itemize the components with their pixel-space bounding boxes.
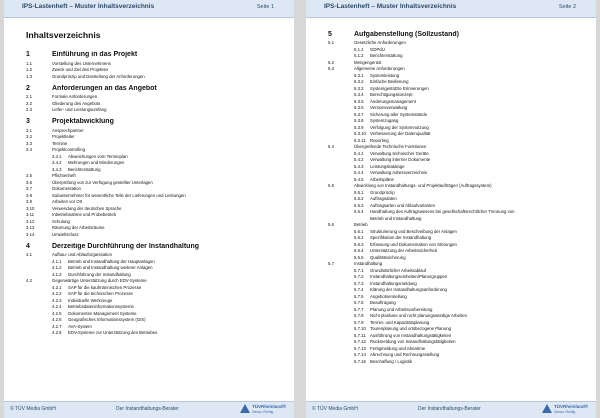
- tuv-logo: TÜVRheinland® Genau. Richtig.: [542, 403, 590, 417]
- page-number: Seite 1: [256, 4, 274, 10]
- toc-number: 4.2.8: [52, 330, 62, 335]
- toc-text: Überprüfung von zur Verfügung gestellter Unterlagen: [52, 179, 153, 185]
- toc-text: Unterstützung der Arbeitssicherheit: [370, 248, 437, 253]
- toc-number: 3.5: [26, 173, 32, 178]
- toc-text: Räumung der Arbeitsräume: [52, 225, 105, 230]
- toc-text: Berichterstattung: [370, 53, 403, 58]
- toc-number: 5.7.8: [354, 313, 364, 318]
- page-number: Seite 2: [558, 4, 576, 10]
- toc-text: Liefer- und Leistungsumfang: [52, 107, 107, 112]
- toc-text: Verwendung der deutschen Sprache: [52, 205, 122, 211]
- toc-number: 5.1.1: [354, 46, 364, 52]
- toc-text: Beschaffung / Logistik: [370, 358, 412, 364]
- toc-text: Aufbau- und Ablauforganisation: [52, 252, 112, 257]
- toc-text: Inbetriebnahme und Probebetrieb: [52, 212, 117, 217]
- toc-number: 5.2: [328, 59, 334, 65]
- toc-text: Ausführung von Instandhaltungstätigkeiten: [370, 332, 452, 338]
- toc-text: Formale Anforderungen: [52, 94, 98, 99]
- toc-number: 5.7.3: [354, 280, 364, 286]
- toc-text: AVA-System: [68, 323, 92, 329]
- header-title: IPS-Lastenheft – Muster Inhaltsverzeichnis: [324, 3, 457, 10]
- toc-number: 5.7.2: [354, 274, 364, 279]
- toc-text: Durchführung der Instandhaltung: [68, 271, 131, 277]
- toc-text: Reporting: [370, 137, 389, 143]
- toc-number: 5.3.11: [354, 137, 366, 143]
- toc-number: 2.3: [26, 107, 32, 112]
- toc-number: 1: [26, 51, 30, 58]
- toc-text: Arbeitspläne: [370, 176, 394, 182]
- toc-number: 5.5.3: [354, 202, 364, 208]
- toc-number: 5.7.7: [354, 306, 364, 312]
- toc-number: 5.3.10: [354, 131, 366, 136]
- toc-text: Schulung: [52, 218, 70, 224]
- toc-number: 3.2: [26, 134, 32, 139]
- toc-number: 5.7.9: [354, 319, 364, 325]
- toc-number: 3.3: [26, 140, 32, 146]
- toc-number: 5.7.13: [354, 345, 366, 351]
- toc-number: 5.5.1: [354, 189, 364, 195]
- toc-text: Gesetzliche Anforderungen: [354, 40, 406, 45]
- toc-number: 4.1.2: [52, 265, 62, 270]
- toc-number: 5.4.3: [354, 163, 364, 169]
- toc-number: 5.4: [328, 144, 334, 149]
- toc-number: 5.7: [328, 261, 334, 266]
- toc-text: Berechtigungskonzept: [370, 92, 413, 97]
- toc-number: 5.3.6: [354, 105, 364, 110]
- toc-text: Termine: [52, 140, 68, 146]
- toc-number: 3.4.1: [52, 153, 62, 159]
- toc-number: 2.1: [26, 94, 32, 99]
- toc-text: Strukturierung und Beschreibung der Anlagen: [370, 228, 457, 234]
- footer-copyright: © TÜV Media GmbH: [312, 406, 358, 412]
- toc-number: 5.4.2: [354, 157, 364, 162]
- toc-number: 3.14: [26, 231, 35, 237]
- toc-text: GDPdU: [370, 46, 385, 52]
- tuv-logo: TÜVRheinland® Genau. Richtig.: [240, 403, 288, 417]
- tuv-triangle-icon: [240, 404, 250, 413]
- toc-number: 1.1: [26, 60, 32, 66]
- footer-copyright: © TÜV Media GmbH: [10, 406, 56, 412]
- toc-text: Instandhaltungseinheiten/Planergruppen: [370, 274, 448, 279]
- toc-text: Dokumenten Management Systeme: [68, 310, 137, 316]
- toc-number: 3.6: [26, 179, 32, 185]
- toc-text: Auftragsdaten: [370, 196, 397, 201]
- toc-number: 5.1.2: [354, 53, 364, 58]
- header-title: IPS-Lastenheft – Muster Inhaltsverzeichnis: [22, 3, 155, 10]
- toc-text: Sicherung aller Systemstände: [370, 111, 428, 117]
- toc-number: 5.4.4: [354, 170, 364, 175]
- toc-entry: [26, 107, 282, 114]
- toc-text: Systemzugang: [370, 118, 399, 123]
- toc-text: Planung und Arbeitsvorbereitung: [370, 306, 433, 312]
- toc-text: Anforderungen an das Angebot: [52, 84, 157, 92]
- toc-number: 4.2: [26, 278, 32, 283]
- toc-text: Betrieb und Instandhaltung der Hauptanlagen: [68, 258, 155, 264]
- toc-text: Einführung in das Projekt: [52, 51, 138, 58]
- toc-text: Betrieb und Instandhaltung weiterer Anlagen: [68, 265, 153, 270]
- toc-text: Qualitätssicherung: [370, 254, 406, 260]
- toc-text: Mehrungen und Minderungen: [68, 160, 125, 165]
- toc-text: Nicht planbare und nicht planungswürdige Arbeiten: [370, 313, 467, 318]
- toc-chapter: [26, 118, 282, 128]
- toc-text: Betrieb und Instandhaltung: [370, 215, 422, 221]
- toc-number: 5.6.5: [354, 254, 364, 260]
- toc-text: Derzeitige Durchführung der Instandhaltung: [52, 242, 200, 250]
- toc-number: 4.1.3: [52, 271, 62, 277]
- toc-text: Spezifikation der Instandhaltung: [370, 235, 432, 240]
- toc-number: 5.7.12: [354, 339, 366, 344]
- toc-number: 1.2: [26, 67, 32, 72]
- toc-number: 4.2.2: [52, 291, 62, 296]
- toc-text: Instandhaltungsmeldung: [370, 280, 417, 286]
- toc-text: Projektcontrolling: [52, 147, 85, 152]
- toc-text: Abwicklung von Instandhaltungs- und Projektaufträgen (Auftragssystem): [354, 183, 492, 188]
- toc-text: Verbesserung der Datenqualität: [370, 131, 431, 136]
- toc-body: [328, 26, 584, 365]
- toc-chapter: [26, 51, 282, 61]
- footer-title: Der Instandhaltungs-Berater: [418, 406, 481, 412]
- toc-text: Aufgabenstellung (Sollzustand): [354, 30, 459, 38]
- toc-number: 5.6: [328, 222, 334, 227]
- toc-text: Dokumentation: [52, 186, 81, 191]
- toc-number: 5.7.10: [354, 326, 366, 331]
- page-footer: [306, 401, 596, 418]
- toc-text: Erfassung und Dokumentation von Störungen: [370, 241, 457, 247]
- toc-text: Abrechnung und Rechnungsstellung: [370, 352, 440, 357]
- toc-number: 5.6.3: [354, 241, 364, 247]
- toc-number: 4.2.5: [52, 310, 62, 316]
- toc-number: 5.5: [328, 183, 334, 188]
- toc-number: 3.7: [26, 186, 32, 191]
- toc-number: 3.4.3: [52, 166, 62, 172]
- toc-number: 5.3.3: [354, 85, 364, 91]
- toc-text: SAP für die technischen Prozesse: [68, 291, 133, 296]
- toc-text: Verwaltung technischer Geräte: [370, 150, 429, 156]
- toc-entry: [26, 330, 282, 337]
- toc-list: [26, 51, 282, 337]
- toc-number: 5.4.1: [354, 150, 364, 156]
- toc-text: Verwaltung Adressverzeichnis: [370, 170, 428, 175]
- toc-entry: [328, 359, 584, 366]
- toc-number: 5.3.5: [354, 98, 364, 104]
- toc-text: EDV-Systeme zur Unterstützung des Betriebes: [68, 330, 158, 335]
- toc-number: 3.10: [26, 205, 35, 211]
- toc-number: 5.5.4: [354, 209, 364, 214]
- toc-text: Projektleiter: [52, 134, 75, 139]
- toc-text: Grundprinzip und Darstellung der Anforderungen: [52, 73, 145, 79]
- toc-number: 3: [26, 118, 30, 125]
- toc-text: Verfolgung der Systemnutzung: [370, 124, 429, 130]
- toc-number: 4.2.6: [52, 317, 62, 322]
- toc-text: Instandhaltung: [354, 261, 383, 266]
- toc-number: 4: [26, 242, 30, 250]
- toc-text: Fertigmeldung und Abnahme: [370, 345, 426, 351]
- toc-text: SAP für die kaufmännischen Prozesse: [68, 284, 142, 290]
- toc-number: 5.7.1: [354, 267, 364, 273]
- toc-text: Beauftragung: [370, 300, 396, 305]
- toc-text: Geografisches Informationssystem (GIS): [68, 317, 146, 322]
- toc-text: Betrieb: [354, 222, 368, 227]
- toc-number: 2.2: [26, 100, 32, 106]
- toc-body: [26, 30, 282, 337]
- toc-number: 5.7.4: [354, 287, 364, 292]
- toc-text: Zweck und Ziel des Projektes: [52, 67, 109, 72]
- toc-number: 5.1: [328, 40, 334, 45]
- toc-text: Tourenplanung und ortsbezogene Planung: [370, 326, 451, 331]
- toc-text: Grundprinzip: [370, 189, 395, 195]
- toc-text: Individuelle Werkzeuge: [68, 297, 113, 303]
- toc-number: 5.3.1: [354, 72, 364, 78]
- toc-text: Übergreifende Technische Funktionen: [354, 144, 427, 149]
- toc-text: Abweichungen vom Terminplan: [68, 153, 128, 159]
- toc-text: Vorstellung des Unternehmens: [52, 60, 111, 66]
- page-header: [306, 0, 596, 18]
- toc-title: Inhaltsverzeichnis: [26, 30, 101, 40]
- toc-number: 3.13: [26, 225, 35, 230]
- toc-chapter: [328, 31, 584, 41]
- toc-text: Betriebsdateninformationssysteme: [68, 304, 134, 309]
- toc-number: 2: [26, 84, 30, 92]
- toc-number: 4.1: [26, 252, 32, 257]
- toc-chapter: [26, 243, 282, 253]
- toc-text: Systemgestützte Erinnerungen: [370, 85, 429, 91]
- toc-number: 5.6.1: [354, 228, 364, 234]
- toc-number: 5.3.2: [354, 79, 364, 84]
- toc-number: 5: [328, 30, 332, 38]
- toc-text: Termin- und Kapazitätsplanung: [370, 319, 430, 325]
- toc-text: Pflichtenheft: [52, 173, 76, 178]
- toc-number: 3.9: [26, 199, 32, 204]
- toc-number: 5.7.5: [354, 293, 364, 299]
- toc-text: Versionsverwaltung: [370, 105, 408, 110]
- toc-text: Einfache Bedienung: [370, 79, 409, 84]
- toc-number: 4.2.3: [52, 297, 62, 303]
- toc-number: 5.7.15: [354, 358, 366, 364]
- footer-title: Der Instandhaltungs-Berater: [116, 406, 179, 412]
- toc-text: Klärung der Instandhaltungsanforderung: [370, 287, 447, 292]
- toc-text: Arbeiten vor Ort: [52, 199, 83, 204]
- toc-number: 5.3.4: [354, 92, 364, 97]
- toc-text: Umweltschutz: [52, 231, 79, 237]
- toc-text: Ansprechpartner: [52, 127, 84, 133]
- toc-text: Änderungsmanagement: [370, 98, 416, 104]
- toc-number: 3.12: [26, 218, 35, 224]
- toc-number: 1.3: [26, 73, 32, 79]
- toc-text: Rückmeldung von Instandhaltungstätigkeiten: [370, 339, 456, 344]
- toc-number: 5.3.8: [354, 118, 364, 123]
- toc-number: 5.6.4: [354, 248, 364, 253]
- toc-number: 4.2.4: [52, 304, 62, 309]
- toc-number: 5.7.11: [354, 332, 366, 338]
- toc-text: Auftragsarten und Ablaufvarianten: [370, 202, 435, 208]
- toc-text: Projektabwicklung: [52, 118, 114, 125]
- toc-number: 4.2.1: [52, 284, 62, 290]
- toc-number: 3.1: [26, 127, 32, 133]
- toc-text: Leistungskataloge: [370, 163, 405, 169]
- toc-text: Handhabung des Auftragswesens bei gesellschaftsrechtlicher Trennung von: [370, 209, 515, 214]
- toc-text: Allgemeine Anforderungen: [354, 66, 405, 71]
- toc-text: Berichterstattung: [68, 166, 101, 172]
- toc-text: Grundsätzlicher Arbeitsablauf: [370, 267, 427, 273]
- toc-number: 5.5.2: [354, 196, 364, 201]
- toc-number: 4.2.7: [52, 323, 62, 329]
- toc-text: Angebotserstellung: [370, 293, 407, 299]
- tuv-triangle-icon: [542, 404, 552, 413]
- toc-text: Gegenwärtige Unterstützung durch EDV-Systeme: [52, 278, 147, 283]
- toc-entry: [26, 232, 282, 239]
- toc-text: Subunternehmer für wesentliche Teile der Lieferungen und Leistungen: [52, 192, 186, 198]
- toc-text: Mengengerüst: [354, 59, 382, 65]
- toc-text: Systemleistung: [370, 72, 400, 78]
- toc-number: 5.4.5: [354, 176, 364, 182]
- toc-number: 5.7.14: [354, 352, 366, 357]
- toc-text: Gliederung des Angebots: [52, 100, 101, 106]
- toc-entry: [26, 74, 282, 81]
- document-page-1: [4, 0, 294, 418]
- toc-number: 5.7.6: [354, 300, 364, 305]
- page-header: [4, 0, 294, 18]
- toc-text: Verwaltung interner Dokumente: [370, 157, 431, 162]
- toc-number: 4.1.1: [52, 258, 62, 264]
- toc-number: 3.4: [26, 147, 32, 152]
- toc-number: 5.6.2: [354, 235, 364, 240]
- toc-number: 3.11: [26, 212, 35, 217]
- toc-number: 3.8: [26, 192, 32, 198]
- toc-number: 5.3: [328, 66, 334, 71]
- page-footer: [4, 401, 294, 418]
- toc-number: 5.3.9: [354, 124, 364, 130]
- toc-list: [328, 31, 584, 366]
- document-page-2: [306, 0, 596, 418]
- toc-number: 5.3.7: [354, 111, 364, 117]
- toc-chapter: [26, 85, 282, 95]
- toc-number: 3.4.2: [52, 160, 62, 165]
